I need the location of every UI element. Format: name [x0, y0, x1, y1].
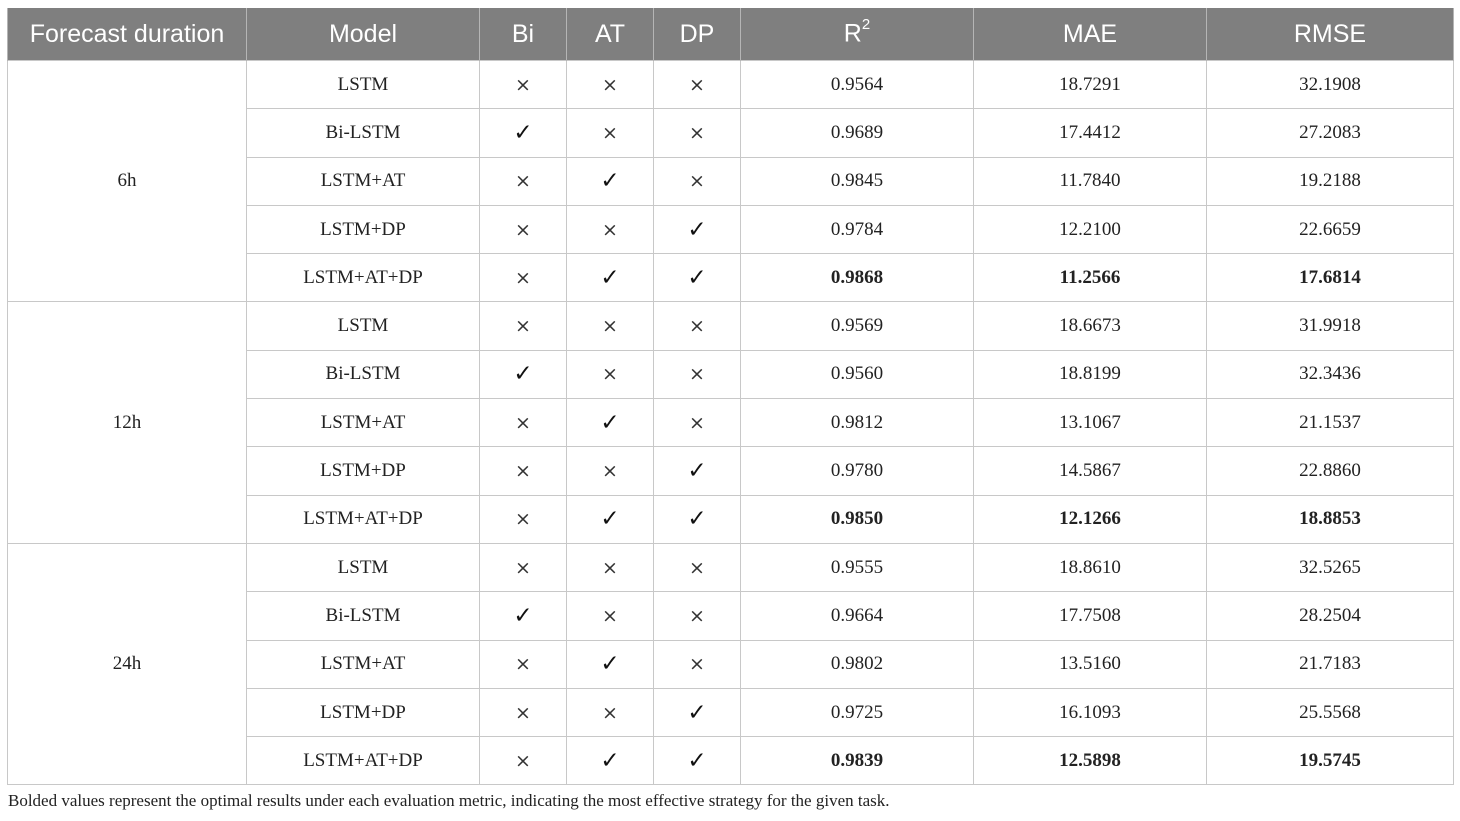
rmse-value-cell: 28.2504 [1207, 592, 1454, 640]
bi-cross-icon: × [480, 157, 567, 205]
bi-cross-icon: × [480, 495, 567, 543]
at-check-icon: ✓ [567, 737, 654, 785]
at-cross-icon: × [567, 350, 654, 398]
at-cross-icon: × [567, 447, 654, 495]
header-rmse: RMSE [1207, 8, 1454, 61]
mae-value-cell: 13.1067 [974, 399, 1207, 447]
at-cross-icon: × [567, 302, 654, 350]
header-row [8, 8, 1454, 61]
mae-value-cell: 18.7291 [974, 61, 1207, 109]
rmse-value-cell: 22.8860 [1207, 447, 1454, 495]
model-cell: Bi-LSTM [247, 592, 480, 640]
at-cross-icon: × [567, 688, 654, 736]
rmse-value-cell: 21.7183 [1207, 640, 1454, 688]
header-bi: Bi [480, 8, 567, 61]
r2-value-cell: 0.9839 [741, 737, 974, 785]
results-table [7, 8, 1454, 785]
at-cross-icon: × [567, 61, 654, 109]
bi-cross-icon: × [480, 254, 567, 302]
at-check-icon: ✓ [567, 254, 654, 302]
mae-value-cell: 14.5867 [974, 447, 1207, 495]
table-row [8, 543, 1454, 591]
bi-check-icon: ✓ [480, 350, 567, 398]
mae-value-cell: 11.7840 [974, 157, 1207, 205]
header-model: Model [247, 8, 480, 61]
forecast-duration-cell: 24h [8, 543, 247, 784]
dp-cross-icon: × [654, 592, 741, 640]
dp-cross-icon: × [654, 399, 741, 447]
rmse-value-cell: 22.6659 [1207, 205, 1454, 253]
dp-cross-icon: × [654, 302, 741, 350]
r2-value-cell: 0.9802 [741, 640, 974, 688]
dp-check-icon: ✓ [654, 254, 741, 302]
header-r2-superscript: 2 [861, 16, 871, 34]
bi-cross-icon: × [480, 737, 567, 785]
dp-cross-icon: × [654, 109, 741, 157]
rmse-value-cell: 32.1908 [1207, 61, 1454, 109]
forecast-duration-cell: 12h [8, 302, 247, 543]
r2-value-cell: 0.9812 [741, 399, 974, 447]
mae-value-cell: 11.2566 [974, 254, 1207, 302]
r2-value-cell: 0.9784 [741, 205, 974, 253]
rmse-value-cell: 17.6814 [1207, 254, 1454, 302]
dp-check-icon: ✓ [654, 205, 741, 253]
bi-cross-icon: × [480, 399, 567, 447]
table-footnote: Bolded values represent the optimal results under each evaluation metric, indicating the most effective strategy for the given task. [8, 791, 890, 810]
bi-cross-icon: × [480, 543, 567, 591]
mae-value-cell: 18.6673 [974, 302, 1207, 350]
rmse-value-cell: 19.2188 [1207, 157, 1454, 205]
bi-cross-icon: × [480, 61, 567, 109]
header-dp: DP [654, 8, 741, 61]
rmse-value-cell: 18.8853 [1207, 495, 1454, 543]
r2-value-cell: 0.9725 [741, 688, 974, 736]
at-check-icon: ✓ [567, 399, 654, 447]
model-cell: LSTM+DP [247, 688, 480, 736]
at-cross-icon: × [567, 543, 654, 591]
bi-check-icon: ✓ [480, 592, 567, 640]
table-row [8, 61, 1454, 109]
at-cross-icon: × [567, 205, 654, 253]
table-body [8, 61, 1454, 785]
mae-value-cell: 18.8199 [974, 350, 1207, 398]
model-cell: Bi-LSTM [247, 350, 480, 398]
dp-cross-icon: × [654, 350, 741, 398]
at-check-icon: ✓ [567, 495, 654, 543]
mae-value-cell: 12.1266 [974, 495, 1207, 543]
rmse-value-cell: 32.5265 [1207, 543, 1454, 591]
dp-check-icon: ✓ [654, 447, 741, 495]
at-check-icon: ✓ [567, 157, 654, 205]
forecast-duration-cell: 6h [8, 61, 247, 302]
rmse-value-cell: 27.2083 [1207, 109, 1454, 157]
mae-value-cell: 18.8610 [974, 543, 1207, 591]
table-row [8, 302, 1454, 350]
dp-cross-icon: × [654, 640, 741, 688]
mae-value-cell: 16.1093 [974, 688, 1207, 736]
r2-value-cell: 0.9664 [741, 592, 974, 640]
header-r2 [741, 8, 974, 61]
dp-cross-icon: × [654, 61, 741, 109]
model-cell: LSTM+AT [247, 640, 480, 688]
model-cell: LSTM+AT [247, 399, 480, 447]
at-cross-icon: × [567, 109, 654, 157]
model-cell: LSTM+DP [247, 205, 480, 253]
rmse-value-cell: 21.1537 [1207, 399, 1454, 447]
mae-value-cell: 17.7508 [974, 592, 1207, 640]
dp-check-icon: ✓ [654, 737, 741, 785]
mae-value-cell: 12.5898 [974, 737, 1207, 785]
model-cell: LSTM+AT [247, 157, 480, 205]
rmse-value-cell: 25.5568 [1207, 688, 1454, 736]
mae-value-cell: 17.4412 [974, 109, 1207, 157]
r2-value-cell: 0.9868 [741, 254, 974, 302]
model-cell: LSTM+AT+DP [247, 254, 480, 302]
model-cell: LSTM+AT+DP [247, 737, 480, 785]
table-header [8, 8, 1454, 61]
bi-cross-icon: × [480, 447, 567, 495]
r2-value-cell: 0.9850 [741, 495, 974, 543]
header-mae: MAE [974, 8, 1207, 61]
model-cell: Bi-LSTM [247, 109, 480, 157]
r2-value-cell: 0.9555 [741, 543, 974, 591]
mae-value-cell: 12.2100 [974, 205, 1207, 253]
model-cell: LSTM [247, 543, 480, 591]
model-cell: LSTM+AT+DP [247, 495, 480, 543]
mae-value-cell: 13.5160 [974, 640, 1207, 688]
r2-value-cell: 0.9780 [741, 447, 974, 495]
at-cross-icon: × [567, 592, 654, 640]
dp-cross-icon: × [654, 157, 741, 205]
r2-value-cell: 0.9689 [741, 109, 974, 157]
header-forecast-duration: Forecast duration [8, 8, 247, 61]
model-cell: LSTM+DP [247, 447, 480, 495]
r2-value-cell: 0.9569 [741, 302, 974, 350]
rmse-value-cell: 32.3436 [1207, 350, 1454, 398]
r2-value-cell: 0.9564 [741, 61, 974, 109]
rmse-value-cell: 31.9918 [1207, 302, 1454, 350]
model-cell: LSTM [247, 61, 480, 109]
header-at: AT [567, 8, 654, 61]
dp-check-icon: ✓ [654, 688, 741, 736]
r2-value-cell: 0.9560 [741, 350, 974, 398]
header-r2-base: R [843, 19, 862, 48]
model-cell: LSTM [247, 302, 480, 350]
rmse-value-cell: 19.5745 [1207, 737, 1454, 785]
at-check-icon: ✓ [567, 640, 654, 688]
bi-check-icon: ✓ [480, 109, 567, 157]
dp-check-icon: ✓ [654, 495, 741, 543]
bi-cross-icon: × [480, 688, 567, 736]
r2-value-cell: 0.9845 [741, 157, 974, 205]
bi-cross-icon: × [480, 302, 567, 350]
bi-cross-icon: × [480, 640, 567, 688]
bi-cross-icon: × [480, 205, 567, 253]
dp-cross-icon: × [654, 543, 741, 591]
